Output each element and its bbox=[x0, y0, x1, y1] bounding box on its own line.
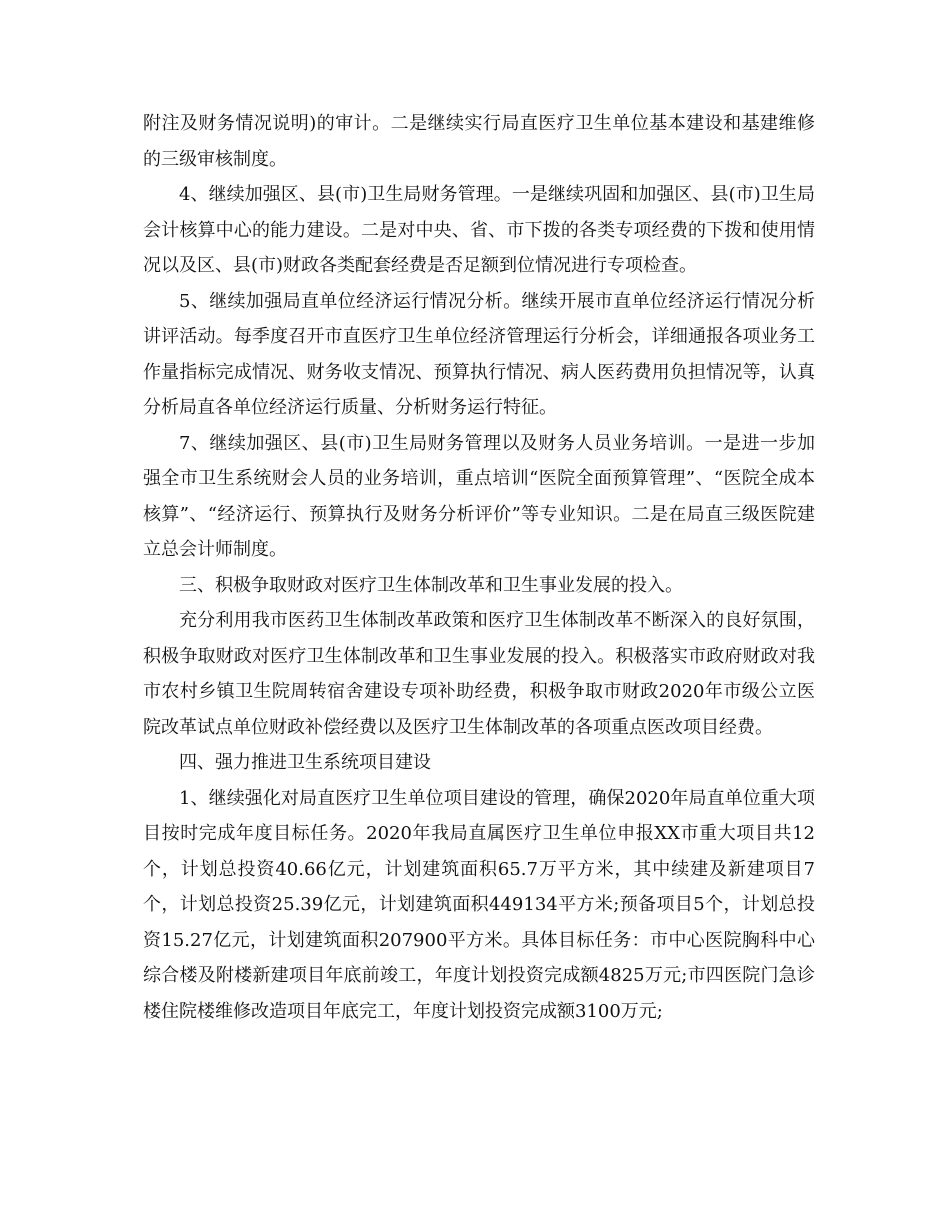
paragraph-item-5: 5、继续加强局直单位经济运行情况分析。继续开展市直单位经济运行情况分析讲评活动。每季度召开市直医疗卫生单位经济管理运行分析会，详细通报各项业务工作量指标完成情况、财务收支情况、预算执行情况、病人医药费用负担情况等，认真分析局直各单位经济运行质量、分析财务运行特征。 bbox=[143, 290, 815, 418]
paragraph-audit-continuation: 附注及财务情况说明)的审计。二是继续实行局直医疗卫生单位基本建设和基建维修的三级审核制度。 bbox=[143, 113, 815, 170]
paragraph-project-1: 1、继续强化对局直医疗卫生单位项目建设的管理，确保2020年局直单位重大项目按时完成年度目标任务。2020年我局直属医疗卫生单位申报XX市重大项目共12个，计划总投资40.66亿元，计划建筑面积65.7万平方米，其中续建及新建项目7个，计划总投资25.39亿元，计划建筑面积449134平方米;预备项目5个，计划总投资15.27亿元，计划建筑面积207900平方米。具体目标任务：市中心医院胸科中心综合楼及附楼新建项目年底前竣工，年度计划投资完成额4825万元;市四医院门急诊楼住院楼维修改造项目年底完工，年度计划投资完成额3100万元; bbox=[143, 787, 815, 1022]
section-heading-4: 四、强力推进卫生系统项目建设 bbox=[179, 752, 431, 773]
paragraph-item-4: 4、继续加强区、县(市)卫生局财务管理。一是继续巩固和加强区、县(市)卫生局会计核算中心的能力建设。二是对中央、省、市下拨的各类专项经费的下拨和使用情况以及区、县(市)财政各类配套经费是否足额到位情况进行专项检查。 bbox=[143, 184, 815, 276]
section-heading-3: 三、积极争取财政对医疗卫生体制改革和卫生事业发展的投入。 bbox=[179, 574, 683, 596]
paragraph-funding: 充分利用我市医药卫生体制改革政策和医疗卫生体制改革不断深入的良好氛围，积极争取财政对医疗卫生体制改革和卫生事业发展的投入。积极落实市政府财政对我市农村乡镇卫生院周转宿舍建设专项补助经费，积极争取市财政2020年市级公立医院改革试点单位财政补偿经费以及医疗卫生体制改革的各项重点医改项目经费。 bbox=[143, 610, 815, 738]
document-body bbox=[143, 106, 815, 1029]
paragraph-item-7: 7、继续加强区、县(市)卫生局财务管理以及财务人员业务培训。一是进一步加强全市卫生系统财会人员的业务培训，重点培训“医院全面预算管理”、“医院全成本核算”、“经济运行、预算执行及财务分析评价”等专业知识。二是在局直三级医院建立总会计师制度。 bbox=[143, 432, 815, 560]
